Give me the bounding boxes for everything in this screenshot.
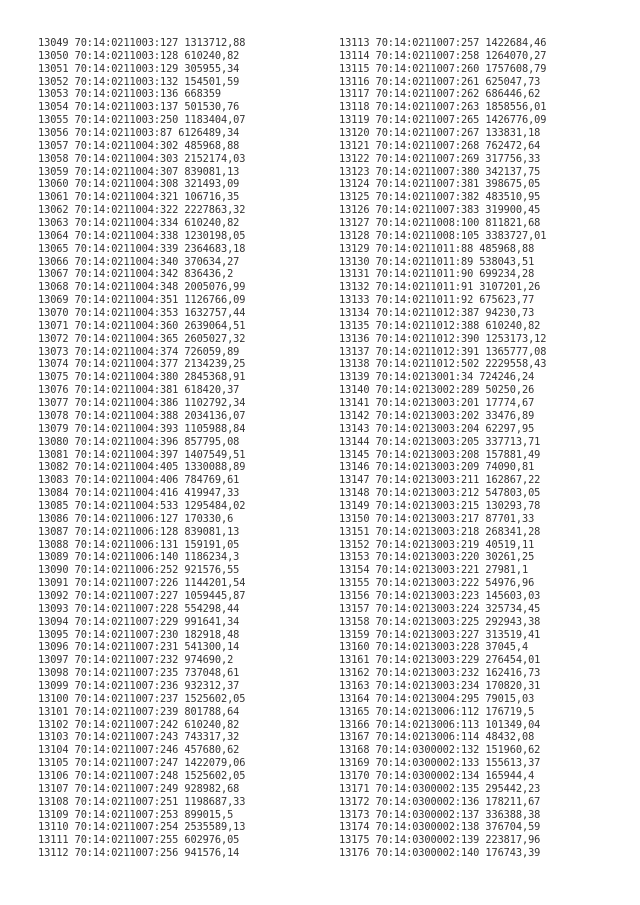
table-row: 13169 70:14:0300002:133 155613,37 [339, 757, 541, 770]
table-row: 13053 70:14:0211003:136 668359 [38, 88, 221, 101]
table-row: 13060 70:14:0211004:308 321493,09 [38, 178, 240, 191]
table-row: 13098 70:14:0211007:235 737048,61 [38, 667, 240, 680]
table-row: 13140 70:14:0213002:289 50250,26 [339, 384, 535, 397]
table-row: 13089 70:14:0211006:140 1186234,3 [38, 551, 240, 564]
table-row: 13057 70:14:0211004:302 485968,88 [38, 139, 240, 152]
table-row: 13131 70:14:0211011:90 699234,28 [339, 268, 535, 281]
table-row: 13061 70:14:0211004:321 106716,35 [38, 191, 240, 204]
table-row: 13063 70:14:0211004:334 610240,82 [38, 217, 240, 230]
table-row: 13101 70:14:0211007:239 801788,64 [38, 705, 240, 718]
table-row: 13128 70:14:0211008:105 3383727,01 [339, 229, 547, 242]
table-row: 13107 70:14:0211007:249 928982,68 [38, 782, 240, 795]
table-row: 13087 70:14:0211006:128 839081,13 [38, 525, 240, 538]
table-row: 13111 70:14:0211007:255 602976,05 [38, 834, 240, 847]
table-row: 13065 70:14:0211004:339 2364683,18 [38, 242, 246, 255]
table-row: 13152 70:14:0213003:219 40519,11 [339, 538, 535, 551]
table-row: 13084 70:14:0211004:416 419947,33 [38, 487, 240, 500]
table-row: 13070 70:14:0211004:353 1632757,44 [38, 307, 246, 320]
table-row: 13066 70:14:0211004:340 370634,27 [38, 255, 240, 268]
table-row: 13081 70:14:0211004:397 1407549,51 [38, 448, 246, 461]
table-row: 13074 70:14:0211004:377 2134239,25 [38, 358, 246, 371]
table-row: 13088 70:14:0211006:131 159191,05 [38, 538, 240, 551]
table-row: 13165 70:14:0213006:112 176719,5 [339, 705, 535, 718]
table-row: 13125 70:14:0211007:382 483510,95 [339, 191, 541, 204]
table-row: 13062 70:14:0211004:322 2227863,32 [38, 204, 246, 217]
table-row: 13129 70:14:0211011:88 485968,88 [339, 242, 535, 255]
table-row: 13139 70:14:0213001:34 724246,24 [339, 371, 535, 384]
table-row: 13116 70:14:0211007:261 625047,73 [339, 75, 541, 88]
table-row: 13064 70:14:0211004:338 1230198,05 [38, 229, 246, 242]
table-row: 13136 70:14:0211012:390 1253173,12 [339, 332, 547, 345]
table-row: 13069 70:14:0211004:351 1126766,09 [38, 294, 246, 307]
table-row: 13105 70:14:0211007:247 1422079,06 [38, 757, 246, 770]
table-row: 13130 70:14:0211011:89 538043,51 [339, 255, 535, 268]
table-row: 13138 70:14:0211012:502 2229558,43 [339, 358, 547, 371]
table-row: 13071 70:14:0211004:360 2639064,51 [38, 319, 246, 332]
table-row: 13073 70:14:0211004:374 726059,89 [38, 345, 240, 358]
table-row: 13118 70:14:0211007:263 1858556,01 [339, 101, 547, 114]
table-row: 13083 70:14:0211004:406 784769,61 [38, 474, 240, 487]
table-row: 13156 70:14:0213003:223 145603,03 [339, 589, 541, 602]
table-row: 13121 70:14:0211007:268 762472,64 [339, 139, 541, 152]
table-row: 13148 70:14:0213003:212 547803,05 [339, 487, 541, 500]
table-row: 13082 70:14:0211004:405 1330088,89 [38, 461, 246, 474]
table-row: 13102 70:14:0211007:242 610240,82 [38, 718, 240, 731]
table-row: 13067 70:14:0211004:342 836436,2 [38, 268, 234, 281]
table-row: 13155 70:14:0213003:222 54976,96 [339, 577, 535, 590]
table-row: 13154 70:14:0213003:221 27981,1 [339, 564, 529, 577]
table-row: 13092 70:14:0211007:227 1059445,87 [38, 589, 246, 602]
table-row: 13168 70:14:0300002:132 151960,62 [339, 744, 541, 757]
table-row: 13127 70:14:0211008:100 811821,68 [339, 217, 541, 230]
table-row: 13132 70:14:0211011:91 3107201,26 [339, 281, 541, 294]
left-column [38, 37, 245, 860]
table-row: 13096 70:14:0211007:231 541300,14 [38, 641, 240, 654]
table-row: 13119 70:14:0211007:265 1426776,09 [339, 114, 547, 127]
table-row: 13142 70:14:0213003:202 33476,89 [339, 409, 535, 422]
table-row: 13076 70:14:0211004:381 618420,37 [38, 384, 240, 397]
table-row: 13068 70:14:0211004:348 2005076,99 [38, 281, 246, 294]
table-row: 13104 70:14:0211007:246 457680,62 [38, 744, 240, 757]
table-row: 13094 70:14:0211007:229 991641,34 [38, 615, 240, 628]
table-row: 13075 70:14:0211004:380 2845368,91 [38, 371, 246, 384]
table-row: 13157 70:14:0213003:224 325734,45 [339, 602, 541, 615]
table-row: 13093 70:14:0211007:228 554298,44 [38, 602, 240, 615]
table-row: 13146 70:14:0213003:209 74090,81 [339, 461, 535, 474]
table-row: 13100 70:14:0211007:237 1525602,05 [38, 692, 246, 705]
table-row: 13167 70:14:0213006:114 48432,08 [339, 731, 535, 744]
table-row: 13173 70:14:0300002:137 336388,38 [339, 808, 541, 821]
table-row: 13072 70:14:0211004:365 2605027,32 [38, 332, 246, 345]
table-row: 13099 70:14:0211007:236 932312,37 [38, 679, 240, 692]
table-row: 13133 70:14:0211011:92 675623,77 [339, 294, 535, 307]
table-row: 13164 70:14:0213004:295 79015,03 [339, 692, 535, 705]
table-row: 13163 70:14:0213003:234 170820,31 [339, 679, 541, 692]
table-row: 13161 70:14:0213003:229 276454,01 [339, 654, 541, 667]
table-row: 13176 70:14:0300002:140 176743,39 [339, 847, 541, 860]
table-row: 13171 70:14:0300002:135 295442,23 [339, 782, 541, 795]
table-row: 13058 70:14:0211004:303 2152174,03 [38, 152, 246, 165]
table-row: 13151 70:14:0213003:218 268341,28 [339, 525, 541, 538]
table-row: 13144 70:14:0213003:205 337713,71 [339, 435, 541, 448]
table-row: 13123 70:14:0211007:380 342137,75 [339, 165, 541, 178]
table-row: 13134 70:14:0211012:387 94230,73 [339, 307, 535, 320]
table-row: 13141 70:14:0213003:201 17774,67 [339, 397, 535, 410]
table-row: 13085 70:14:0211004:533 1295484,02 [38, 499, 246, 512]
table-row: 13106 70:14:0211007:248 1525602,05 [38, 769, 246, 782]
table-row: 13135 70:14:0211012:388 610240,82 [339, 319, 541, 332]
table-row: 13056 70:14:0211003:87 6126489,34 [38, 127, 240, 140]
table-row: 13086 70:14:0211006:127 170330,6 [38, 512, 234, 525]
table-row: 13117 70:14:0211007:262 686446,62 [339, 88, 541, 101]
table-row: 13120 70:14:0211007:267 133831,18 [339, 127, 541, 140]
table-row: 13114 70:14:0211007:258 1264070,27 [339, 49, 547, 62]
table-row: 13149 70:14:0213003:215 130293,78 [339, 499, 541, 512]
table-row: 13137 70:14:0211012:391 1365777,08 [339, 345, 547, 358]
table-row: 13108 70:14:0211007:251 1198687,33 [38, 795, 246, 808]
table-row: 13147 70:14:0213003:211 162867,22 [339, 474, 541, 487]
table-row: 13097 70:14:0211007:232 974690,2 [38, 654, 234, 667]
table-row: 13145 70:14:0213003:208 157881,49 [339, 448, 541, 461]
table-row: 13054 70:14:0211003:137 501530,76 [38, 101, 240, 114]
table-row: 13126 70:14:0211007:383 319900,45 [339, 204, 541, 217]
table-row: 13080 70:14:0211004:396 857795,08 [38, 435, 240, 448]
table-row: 13112 70:14:0211007:256 941576,14 [38, 847, 240, 860]
table-row: 13113 70:14:0211007:257 1422684,46 [339, 37, 547, 49]
table-row: 13055 70:14:0211003:250 1183404,07 [38, 114, 246, 127]
table-row: 13090 70:14:0211006:252 921576,55 [38, 564, 240, 577]
table-row: 13159 70:14:0213003:227 313519,41 [339, 628, 541, 641]
table-row: 13110 70:14:0211007:254 2535589,13 [38, 821, 246, 834]
table-row: 13160 70:14:0213003:228 37045,4 [339, 641, 529, 654]
table-row: 13158 70:14:0213003:225 292943,38 [339, 615, 541, 628]
table-row: 13153 70:14:0213003:220 30261,25 [339, 551, 535, 564]
table-row: 13078 70:14:0211004:388 2034136,07 [38, 409, 246, 422]
right-column [339, 37, 546, 860]
table-row: 13175 70:14:0300002:139 223817,96 [339, 834, 541, 847]
table-row: 13170 70:14:0300002:134 165944,4 [339, 769, 535, 782]
table-row: 13049 70:14:0211003:127 1313712,88 [38, 37, 246, 49]
table-row: 13059 70:14:0211004:307 839081,13 [38, 165, 240, 178]
table-row: 13052 70:14:0211003:132 154501,59 [38, 75, 240, 88]
table-row: 13115 70:14:0211007:260 1757608,79 [339, 62, 547, 75]
table-row: 13050 70:14:0211003:128 610240,82 [38, 49, 240, 62]
table-row: 13095 70:14:0211007:230 182918,48 [38, 628, 240, 641]
table-row: 13172 70:14:0300002:136 178211,67 [339, 795, 541, 808]
table-row: 13079 70:14:0211004:393 1105988,84 [38, 422, 246, 435]
table-row: 13166 70:14:0213006:113 101349,04 [339, 718, 541, 731]
table-row: 13103 70:14:0211007:243 743317,32 [38, 731, 240, 744]
table-row: 13143 70:14:0213003:204 62297,95 [339, 422, 535, 435]
table-row: 13162 70:14:0213003:232 162416,73 [339, 667, 541, 680]
table-row: 13109 70:14:0211007:253 899015,5 [38, 808, 234, 821]
table-row: 13150 70:14:0213003:217 87701,33 [339, 512, 535, 525]
table-row: 13174 70:14:0300002:138 376704,59 [339, 821, 541, 834]
table-row: 13077 70:14:0211004:386 1102792,34 [38, 397, 246, 410]
table-row: 13091 70:14:0211007:226 1144201,54 [38, 577, 246, 590]
table-row: 13051 70:14:0211003:129 305955,34 [38, 62, 240, 75]
table-row: 13124 70:14:0211007:381 398675,05 [339, 178, 541, 191]
table-row: 13122 70:14:0211007:269 317756,33 [339, 152, 541, 165]
